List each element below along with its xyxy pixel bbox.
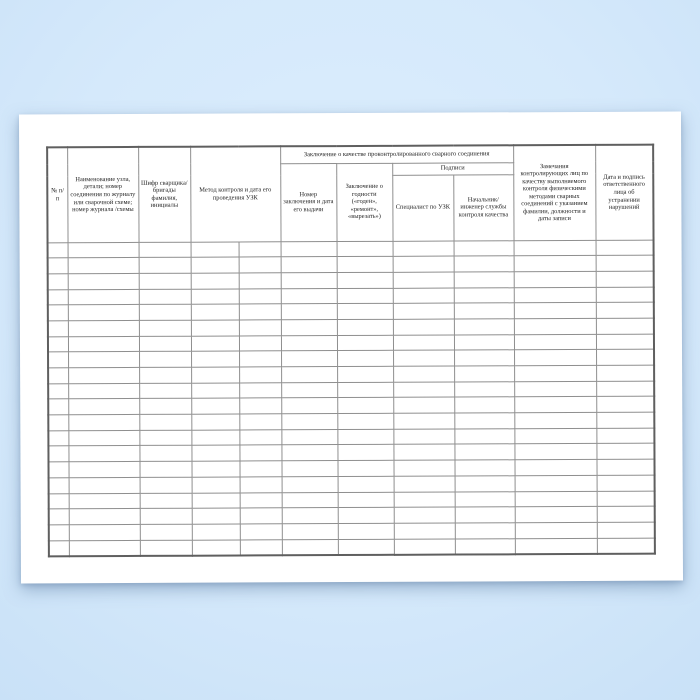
- table-cell: [48, 305, 68, 321]
- table-cell: [596, 349, 654, 365]
- table-cell: [337, 429, 393, 445]
- table-cell: [281, 257, 337, 273]
- table-cell: [281, 461, 337, 477]
- table-cell: [337, 351, 393, 367]
- table-cell: [49, 478, 69, 494]
- table-cell: [515, 460, 597, 476]
- table-cell: [240, 492, 282, 508]
- table-cell: [596, 255, 654, 271]
- table-body: [48, 240, 655, 556]
- table-cell: [49, 525, 69, 541]
- table-cell: [69, 509, 140, 525]
- table-cell: [240, 539, 282, 555]
- table-cell: [515, 507, 597, 523]
- table-cell: [191, 445, 239, 461]
- table-cell: [139, 304, 191, 320]
- table-cell: [596, 334, 654, 350]
- table-cell: [393, 413, 454, 429]
- table-cell: [49, 540, 69, 556]
- table-cell: [140, 477, 192, 493]
- table-cell: [139, 289, 191, 305]
- table-cell: [337, 413, 393, 429]
- table-cell: [596, 428, 654, 444]
- table-cell: [514, 334, 596, 350]
- header-remarks-cell: Замечания контролирующих лиц по качеству выполняемого контроля физическими методами сварных соединений с указанием фамилии, должности и даты записи: [513, 145, 595, 240]
- table-cell: [596, 271, 654, 287]
- table-cell: [514, 256, 596, 272]
- table-cell: [393, 397, 454, 413]
- table-cell: [393, 429, 454, 445]
- table-cell: [139, 257, 191, 273]
- table-cell: [514, 397, 596, 413]
- table-cell: [239, 273, 281, 289]
- table-cell: [393, 350, 454, 366]
- table-cell: [191, 320, 239, 336]
- table-cell: [69, 493, 140, 509]
- header-number-cell: № п/п: [47, 147, 67, 242]
- table-cell: [239, 241, 281, 257]
- table-cell: [455, 491, 515, 507]
- table-cell: [69, 540, 140, 556]
- table-cell: [338, 476, 394, 492]
- table-cell: [49, 509, 69, 525]
- table-cell: [191, 367, 239, 383]
- table-cell: [338, 523, 394, 539]
- header-signatures-group-cell: Подписи: [392, 162, 513, 175]
- table-cell: [140, 524, 192, 540]
- table-cell: [239, 304, 281, 320]
- table-cell: [282, 476, 338, 492]
- table-cell: [191, 273, 239, 289]
- table-cell: [596, 412, 654, 428]
- table-cell: [239, 430, 281, 446]
- header-conclusion-validity-cell: Заключение о годности («годен», «ремонт», «вырезать»): [336, 163, 392, 241]
- table-cell: [239, 382, 281, 398]
- table-cell: [337, 460, 393, 476]
- table-cell: [240, 524, 282, 540]
- paper-sheet: [19, 112, 683, 584]
- table-cell: [191, 336, 239, 352]
- table-cell: [68, 258, 139, 274]
- table-cell: [140, 493, 192, 509]
- table-cell: [48, 415, 68, 431]
- table-cell: [139, 430, 191, 446]
- table-cell: [68, 446, 139, 462]
- table-cell: [139, 336, 191, 352]
- table-cell: [597, 491, 655, 507]
- table-cell: [454, 272, 514, 288]
- table-cell: [282, 508, 338, 524]
- table-cell: [139, 367, 191, 383]
- table-cell: [239, 445, 281, 461]
- table-cell: [68, 336, 139, 352]
- table-cell: [139, 383, 191, 399]
- table-cell: [191, 430, 239, 446]
- table-cell: [191, 414, 239, 430]
- table-cell: [454, 287, 514, 303]
- table-cell: [338, 492, 394, 508]
- table-cell: [454, 429, 514, 445]
- table-cell: [454, 303, 514, 319]
- table-cell: [48, 383, 68, 399]
- table-cell: [281, 382, 337, 398]
- table-cell: [596, 365, 654, 381]
- table-cell: [454, 256, 514, 272]
- table-cell: [337, 398, 393, 414]
- table-cell: [515, 475, 597, 491]
- table-cell: [393, 366, 454, 382]
- table-cell: [337, 335, 393, 351]
- table-cell: [454, 366, 514, 382]
- table-cell: [48, 446, 68, 462]
- table-cell: [596, 397, 654, 413]
- header-conclusion-number-cell: Номер заключения и дата его выдачи: [280, 163, 336, 241]
- table-cell: [139, 446, 191, 462]
- table-cell: [514, 318, 596, 334]
- table-cell: [514, 444, 596, 460]
- welding-uzk-journal-table: [46, 144, 656, 557]
- table-cell: [281, 398, 337, 414]
- header-elimination-cell: Дата и подпись ответственного лица об устранении нарушений: [595, 145, 653, 240]
- table-cell: [455, 476, 515, 492]
- table-cell: [191, 289, 239, 305]
- table-cell: [192, 477, 240, 493]
- table-cell: [191, 257, 239, 273]
- table-cell: [515, 538, 597, 554]
- table-cell: [239, 367, 281, 383]
- table-cell: [596, 302, 654, 318]
- table-cell: [68, 273, 139, 289]
- table-cell: [455, 538, 515, 554]
- table-cell: [191, 241, 239, 257]
- table-cell: [140, 540, 192, 556]
- table-cell: [514, 240, 596, 256]
- table-cell: [281, 304, 337, 320]
- table-cell: [393, 444, 454, 460]
- table-cell: [514, 428, 596, 444]
- table-cell: [69, 524, 140, 540]
- table-cell: [514, 350, 596, 366]
- table-cell: [393, 460, 454, 476]
- table-cell: [282, 539, 338, 555]
- table-cell: [192, 540, 240, 556]
- table-cell: [393, 241, 454, 257]
- table-cell: [281, 429, 337, 445]
- table-header: [47, 145, 653, 243]
- table-cell: [596, 444, 654, 460]
- table-cell: [281, 351, 337, 367]
- table-cell: [337, 272, 393, 288]
- table-cell: [281, 241, 337, 257]
- table-cell: [337, 288, 393, 304]
- table-cell: [49, 493, 69, 509]
- table-cell: [394, 539, 455, 555]
- table-cell: [48, 242, 68, 258]
- table-cell: [281, 445, 337, 461]
- header-quality-chief-cell: Начальник/ инженер службы контроля качества: [453, 174, 513, 240]
- table-cell: [48, 336, 68, 352]
- table-cell: [48, 274, 68, 290]
- table-cell: [68, 320, 139, 336]
- table-cell: [281, 414, 337, 430]
- table-cell: [393, 256, 454, 272]
- table-cell: [239, 351, 281, 367]
- table-cell: [514, 271, 596, 287]
- table-cell: [281, 272, 337, 288]
- table-cell: [191, 304, 239, 320]
- table-cell: [515, 491, 597, 507]
- table-cell: [393, 272, 454, 288]
- table-cell: [393, 382, 454, 398]
- table-cell: [68, 462, 139, 478]
- header-quality-conclusion-group-cell: Заключение о качестве проконтролированного сварного соединения: [280, 145, 513, 163]
- table-cell: [281, 319, 337, 335]
- table-cell: [48, 399, 68, 415]
- table-cell: [454, 460, 514, 476]
- table-cell: [337, 382, 393, 398]
- table-cell: [48, 352, 68, 368]
- header-control-method-cell: Метод контроля и дата его проведения УЗК: [190, 146, 280, 241]
- table-cell: [596, 240, 654, 256]
- table-cell: [48, 258, 68, 274]
- table-cell: [338, 508, 394, 524]
- table-cell: [48, 289, 68, 305]
- table-cell: [514, 303, 596, 319]
- table-cell: [597, 475, 655, 491]
- table-cell: [455, 507, 515, 523]
- table-cell: [191, 398, 239, 414]
- table-cell: [191, 461, 239, 477]
- table-cell: [393, 335, 454, 351]
- table-cell: [139, 352, 191, 368]
- table-cell: [140, 508, 192, 524]
- table-cell: [48, 462, 68, 478]
- table-cell: [394, 492, 455, 508]
- table-cell: [69, 477, 140, 493]
- table-cell: [48, 321, 68, 337]
- table-cell: [139, 399, 191, 415]
- table-cell: [139, 414, 191, 430]
- table-cell: [454, 240, 514, 256]
- table-cell: [239, 461, 281, 477]
- table-cell: [454, 381, 514, 397]
- table-cell: [338, 539, 394, 555]
- table-cell: [597, 506, 655, 522]
- table-cell: [68, 305, 139, 321]
- table-cell: [514, 412, 596, 428]
- table-cell: [239, 320, 281, 336]
- table-cell: [514, 381, 596, 397]
- table-cell: [282, 492, 338, 508]
- table-cell: [337, 445, 393, 461]
- table-cell: [596, 318, 654, 334]
- table-cell: [68, 383, 139, 399]
- table-cell: [337, 366, 393, 382]
- table-cell: [192, 524, 240, 540]
- table-cell: [454, 334, 514, 350]
- table-cell: [454, 413, 514, 429]
- table-cell: [281, 335, 337, 351]
- table-cell: [48, 368, 68, 384]
- table-cell: [139, 273, 191, 289]
- table-cell: [455, 523, 515, 539]
- table-cell: [514, 365, 596, 381]
- table-cell: [240, 477, 282, 493]
- table-cell: [394, 507, 455, 523]
- table-cell: [454, 350, 514, 366]
- table-cell: [192, 492, 240, 508]
- table-cell: [394, 476, 455, 492]
- table-cell: [68, 242, 139, 258]
- table-cell: [68, 399, 139, 415]
- table-cell: [68, 414, 139, 430]
- header-welder-code-cell: Шифр сварщика/бригады фамилия, инициалы: [138, 147, 190, 242]
- table-row: [49, 538, 655, 556]
- table-cell: [239, 257, 281, 273]
- table-cell: [596, 381, 654, 397]
- table-cell: [68, 289, 139, 305]
- table-cell: [337, 257, 393, 273]
- table-cell: [239, 288, 281, 304]
- table-cell: [515, 522, 597, 538]
- table-cell: [596, 287, 654, 303]
- table-cell: [393, 319, 454, 335]
- table-cell: [139, 242, 191, 258]
- table-cell: [393, 303, 454, 319]
- table-cell: [139, 461, 191, 477]
- table-cell: [191, 383, 239, 399]
- table-cell: [393, 288, 454, 304]
- table-cell: [192, 508, 240, 524]
- table-cell: [68, 352, 139, 368]
- table-cell: [281, 367, 337, 383]
- table-cell: [454, 319, 514, 335]
- table-cell: [239, 335, 281, 351]
- table-cell: [597, 522, 655, 538]
- table-cell: [239, 414, 281, 430]
- table-cell: [337, 319, 393, 335]
- table-cell: [48, 430, 68, 446]
- table-cell: [337, 241, 393, 257]
- table-cell: [282, 523, 338, 539]
- table-cell: [454, 397, 514, 413]
- table-cell: [454, 444, 514, 460]
- header-uzk-specialist-cell: Специалист по УЗК: [392, 175, 453, 241]
- table-cell: [281, 288, 337, 304]
- table-cell: [597, 459, 655, 475]
- table-cell: [394, 523, 455, 539]
- table-cell: [240, 508, 282, 524]
- table-cell: [68, 367, 139, 383]
- table-cell: [68, 430, 139, 446]
- table-cell: [191, 351, 239, 367]
- table-cell: [514, 287, 596, 303]
- header-unit-name-cell: Наименование узла, детали; номер соединения по журналу или сварочной схеме; номер журнала /схемы: [67, 147, 138, 242]
- table-cell: [239, 398, 281, 414]
- table-cell: [337, 304, 393, 320]
- table-cell: [139, 320, 191, 336]
- table-cell: [597, 538, 655, 554]
